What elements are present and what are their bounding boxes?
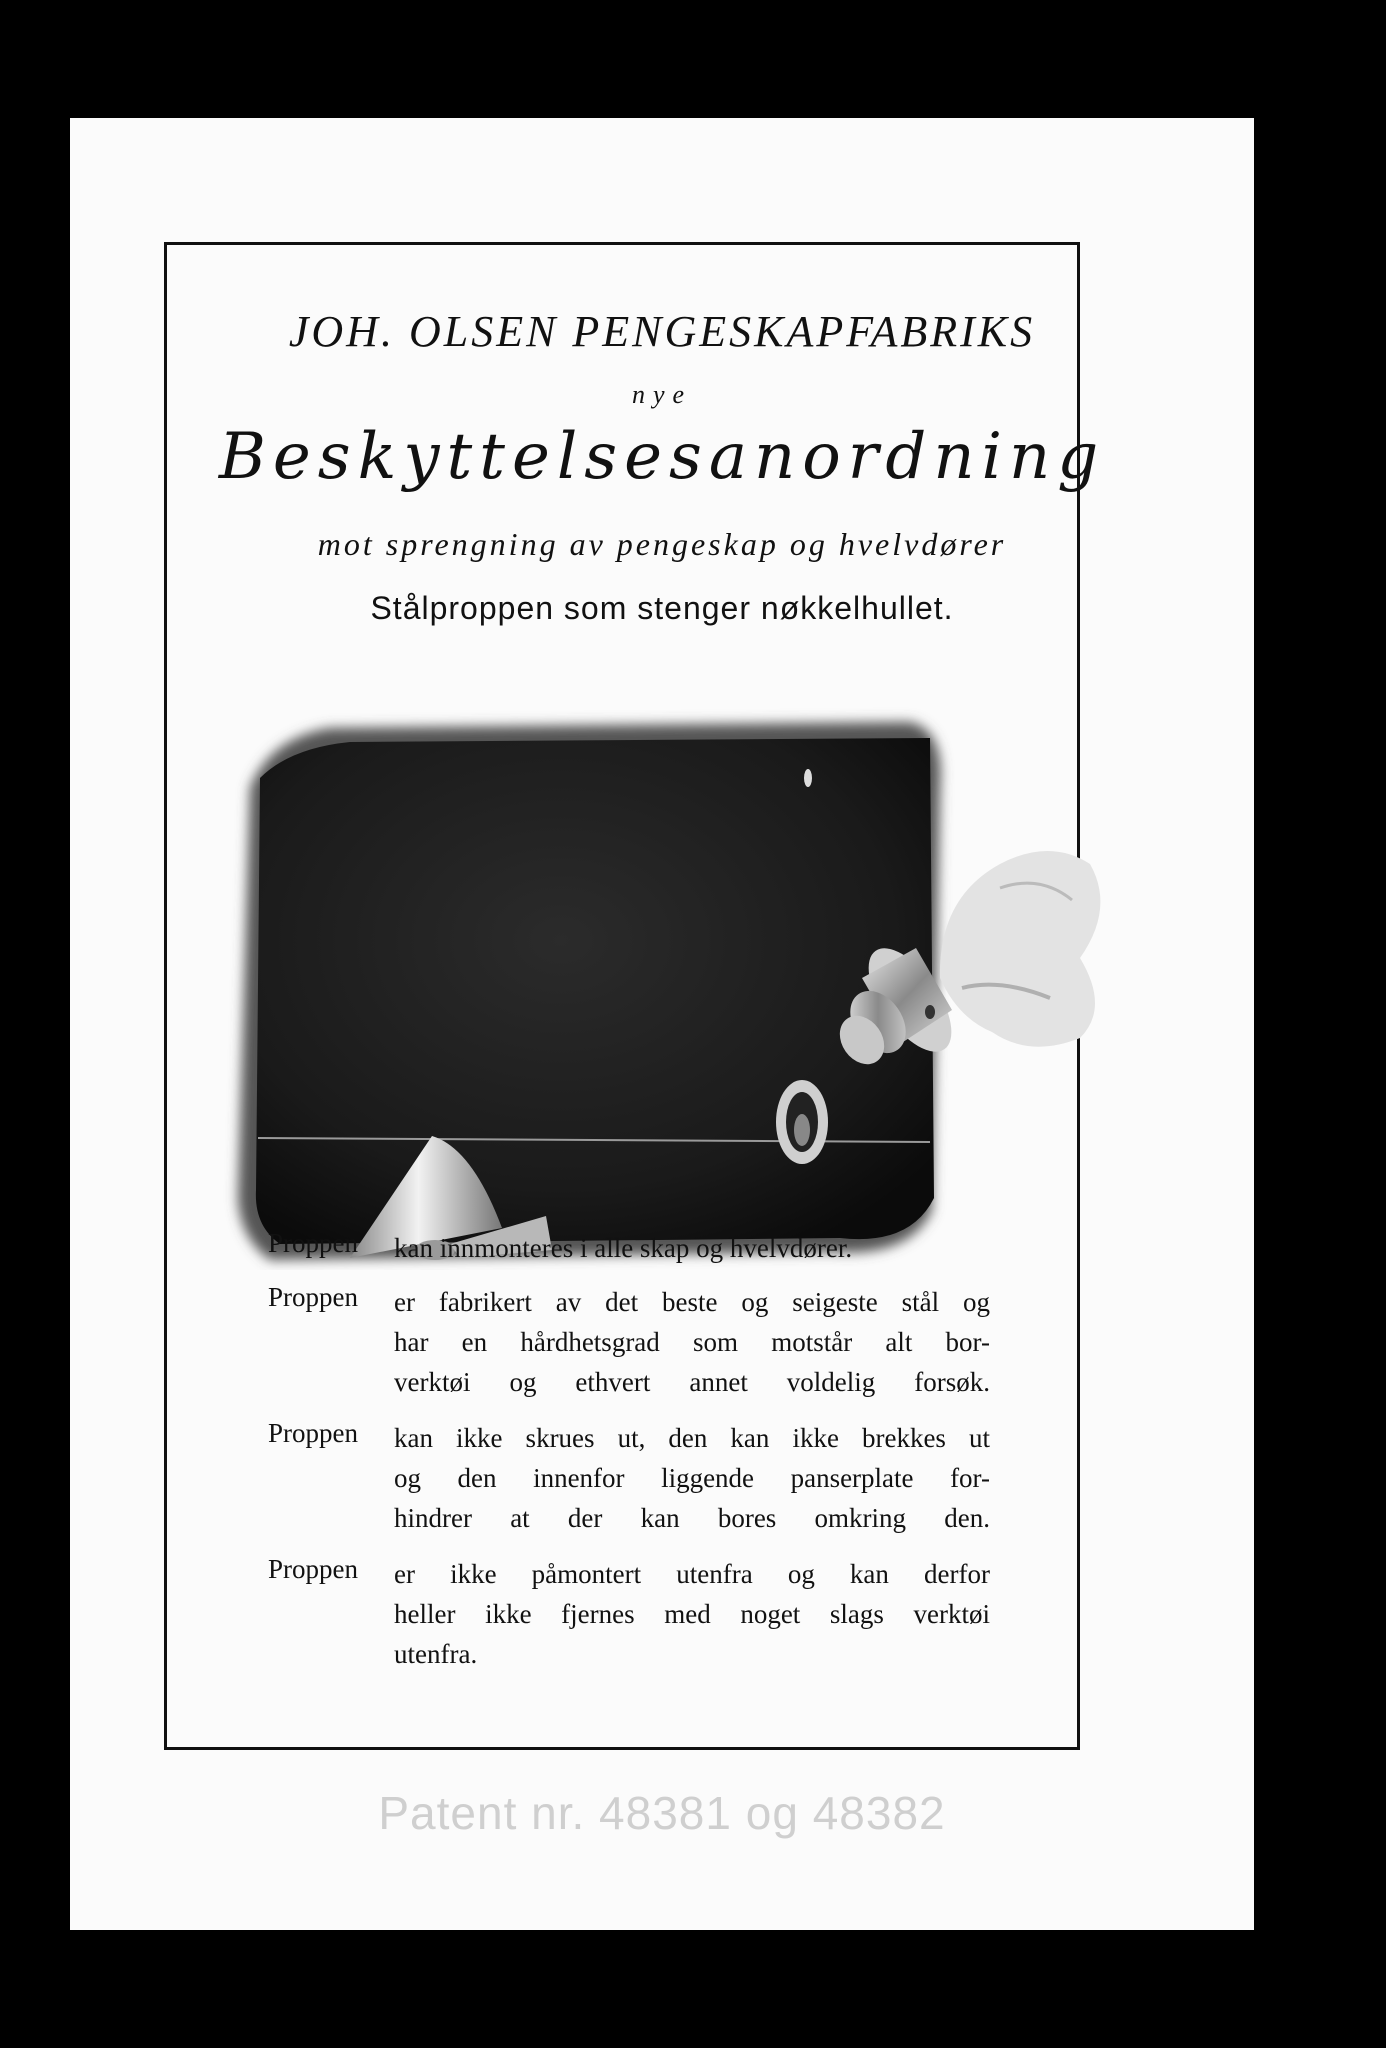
paragraph-line: og den innenfor liggende panserplate for-	[394, 1463, 990, 1493]
paragraph-line: er fabrikert av det beste og seigeste stål og	[394, 1287, 990, 1317]
paragraph-line: kan ikke skrues ut, den kan ikke brekkes ut	[394, 1423, 990, 1453]
document-page	[70, 118, 1254, 1930]
paragraph-lead: Proppen	[268, 1228, 358, 1258]
paragraph-line: utenfra.	[394, 1639, 478, 1669]
paragraph-line: verktøi og ethvert annet voldelig forsøk.	[394, 1367, 990, 1397]
paragraph-line: er ikke påmontert utenfra og kan derfor	[394, 1559, 990, 1589]
paragraph-line: har en hårdhetsgrad som motstår alt bor-	[394, 1327, 990, 1357]
headline: Beskyttelsesanordning	[218, 420, 1106, 494]
paragraph-lead: Proppen	[268, 1282, 358, 1312]
safe-door-photo	[210, 678, 1130, 1270]
subtitle: mot sprengning av pengeskap og hvelvdører	[317, 526, 1007, 562]
patent-stamp: Patent nr. 48381 og 48382	[378, 1787, 946, 1839]
tagline: Stålproppen som stenger nøkkelhullet.	[370, 590, 954, 626]
paragraph-line: heller ikke fjernes med noget slags verktøi	[394, 1599, 990, 1629]
paragraph-lead: Proppen	[268, 1418, 358, 1448]
nye-word: nye	[631, 380, 693, 409]
paragraph-lead: Proppen	[268, 1554, 358, 1584]
paragraph-line: kan innmonteres i alle skap og hvelvdører.	[394, 1233, 853, 1263]
paragraph-line: hindrer at der kan bores omkring den.	[394, 1503, 990, 1533]
company-name: JOH. OLSEN PENGESKAPFABRIKS	[288, 307, 1036, 356]
